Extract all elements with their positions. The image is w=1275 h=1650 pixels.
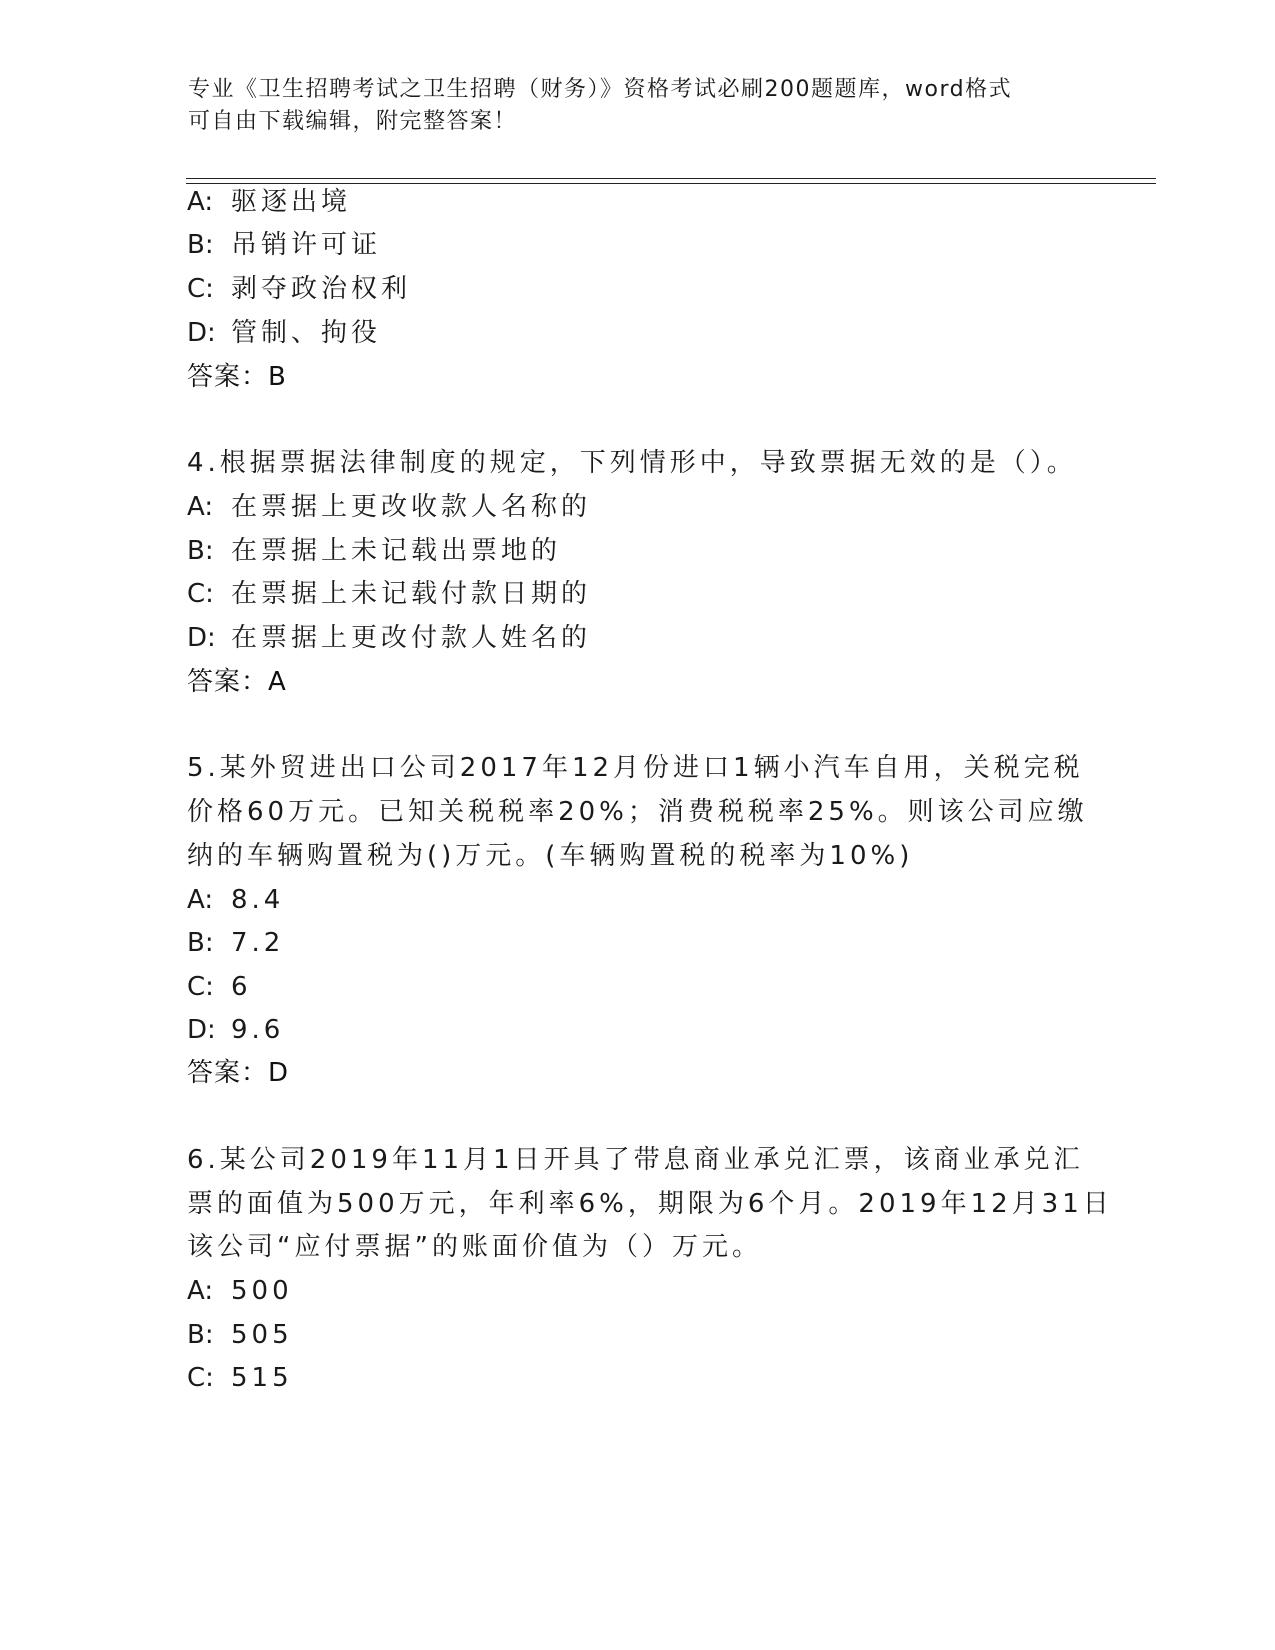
document-header: [188, 74, 1088, 138]
q3-option-d: [187, 316, 381, 350]
q6-stem-line-3: 该公司“应付票据”的账面价值为（）万元。: [187, 1232, 762, 1262]
q5-answer: 答案：D: [187, 1058, 290, 1088]
q3-option-b: [187, 228, 381, 262]
q4-option-d: [187, 621, 591, 655]
q5-stem-line-2: 价格60万元。已知关税税率20%；消费税税率25%。则该公司应缴: [187, 797, 1088, 827]
option-key: D:: [187, 623, 216, 653]
q6-option-c: [187, 1361, 293, 1395]
option-text: 500: [231, 1276, 293, 1306]
q5-option-a: [187, 883, 284, 917]
option-key: B:: [187, 1320, 214, 1350]
option-key: C:: [187, 274, 214, 304]
q3-answer: 答案：B: [187, 362, 287, 392]
option-text: 驱逐出境: [231, 187, 352, 217]
option-text: 吊销许可证: [231, 230, 382, 260]
option-text: 515: [231, 1363, 293, 1393]
q4-answer: 答案：A: [187, 667, 287, 697]
q4-option-c: [187, 577, 591, 611]
q5-option-d: [187, 1013, 284, 1047]
header-line-2: 可自由下载编辑，附完整答案！: [188, 109, 518, 134]
option-key: A:: [187, 492, 214, 522]
option-text: 在票据上未记载付款日期的: [231, 579, 592, 609]
option-key: D:: [187, 318, 216, 348]
header-line-1: 专业《卫生招聘考试之卫生招聘（财务）》资格考试必刷200题题库，word格式: [188, 77, 1013, 102]
q5-option-b: [187, 926, 284, 960]
option-text: 剥夺政治权利: [231, 274, 412, 304]
option-key: D:: [187, 1015, 216, 1045]
option-text: 9.6: [231, 1015, 285, 1045]
option-text: 505: [231, 1320, 293, 1350]
q5-stem-line-1: 5.某外贸进出口公司2017年12月份进口1辆小汽车自用，关税完税: [187, 753, 1084, 783]
option-text: 在票据上更改收款人名称的: [231, 492, 592, 522]
q3-option-a: [187, 185, 351, 219]
option-key: C:: [187, 579, 214, 609]
q6-option-a: [187, 1274, 293, 1308]
q5-stem-line-3: 纳的车辆购置税为()万元。(车辆购置税的税率为10%): [187, 841, 914, 871]
option-text: 7.2: [231, 928, 285, 958]
option-text: 8.4: [231, 885, 285, 915]
option-key: A:: [187, 885, 214, 915]
option-key: A:: [187, 1276, 214, 1306]
q5-option-c: [187, 970, 252, 1004]
q3-option-c: [187, 272, 411, 306]
q6-stem-line-2: 票的面值为500万元，年利率6%，期限为6个月。2019年12月31日: [187, 1189, 1113, 1219]
option-key: B:: [187, 230, 214, 260]
header-rule-top: [186, 178, 1156, 179]
q6-stem-line-1: 6.某公司2019年11月1日开具了带息商业承兑汇票，该商业承兑汇: [187, 1145, 1084, 1175]
option-key: C:: [187, 972, 214, 1002]
option-text: 在票据上未记载出票地的: [231, 536, 562, 566]
q4-stem: 4.根据票据法律制度的规定，下列情形中，导致票据无效的是（）。: [187, 448, 1077, 478]
q4-option-b: [187, 534, 561, 568]
option-text: 在票据上更改付款人姓名的: [231, 623, 592, 653]
option-key: A:: [187, 187, 214, 217]
option-key: B:: [187, 536, 214, 566]
header-rule-bottom: [186, 183, 1156, 184]
option-key: C:: [187, 1363, 214, 1393]
option-key: B:: [187, 928, 214, 958]
option-text: 6: [231, 972, 252, 1002]
option-text: 管制、拘役: [231, 318, 382, 348]
q4-option-a: [187, 490, 591, 524]
q6-option-b: [187, 1318, 293, 1352]
